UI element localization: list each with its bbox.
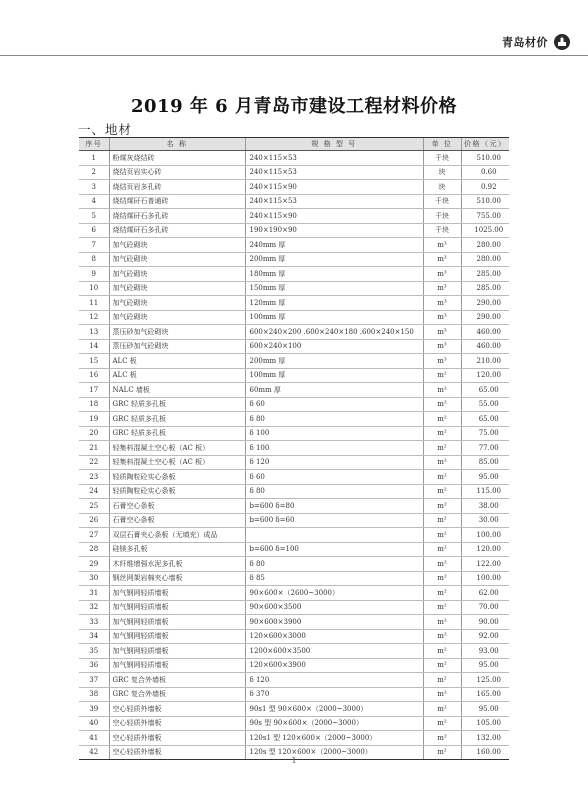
cell-unit: m² <box>423 557 461 572</box>
cell-no: 17 <box>79 383 109 398</box>
cell-unit: m² <box>423 644 461 659</box>
column-header-no: 序号 <box>79 138 109 151</box>
cell-spec: 240mm 厚 <box>245 238 423 253</box>
table-header-row <box>79 138 509 151</box>
table-row <box>79 571 509 586</box>
cell-price: 132.00 <box>461 731 509 746</box>
cell-no: 8 <box>79 252 109 267</box>
cell-name: 轻质陶粒砼实心条板 <box>109 470 245 485</box>
cell-price: 62.00 <box>461 586 509 601</box>
cell-no: 33 <box>79 615 109 630</box>
cell-no: 35 <box>79 644 109 659</box>
table-row <box>79 484 509 499</box>
cell-no: 3 <box>79 180 109 195</box>
cell-spec: 180mm 厚 <box>245 267 423 282</box>
cell-name: 烧结煤矸石普通砖 <box>109 194 245 209</box>
cell-no: 42 <box>79 745 109 760</box>
cell-unit: 千块 <box>423 209 461 224</box>
cell-no: 22 <box>79 455 109 470</box>
column-header-price: 价格（元） <box>461 138 509 151</box>
table-row <box>79 325 509 340</box>
cell-price: 1025.00 <box>461 223 509 238</box>
table-row <box>79 658 509 673</box>
price-table-container <box>79 137 509 760</box>
cell-no: 4 <box>79 194 109 209</box>
table-row <box>79 165 509 180</box>
cell-name: 空心轻质外墙板 <box>109 731 245 746</box>
cell-no: 14 <box>79 339 109 354</box>
cell-price: 755.00 <box>461 209 509 224</box>
cell-price: 100.00 <box>461 571 509 586</box>
cell-unit: m³ <box>423 252 461 267</box>
cell-unit: m³ <box>423 296 461 311</box>
table-row <box>79 470 509 485</box>
table-row <box>79 368 509 383</box>
cell-spec: b=600 δ=100 <box>245 542 423 557</box>
cell-unit: m² <box>423 731 461 746</box>
cell-no: 23 <box>79 470 109 485</box>
cell-unit: 千块 <box>423 151 461 166</box>
cell-name: 烧结煤矸石多孔砖 <box>109 209 245 224</box>
table-row <box>79 267 509 282</box>
cell-name: 钢丝网架岩棉夹心墙板 <box>109 571 245 586</box>
cell-price: 95.00 <box>461 702 509 717</box>
cell-price: 105.00 <box>461 716 509 731</box>
table-row <box>79 702 509 717</box>
cell-price: 0.60 <box>461 165 509 180</box>
table-row <box>79 673 509 688</box>
table-row <box>79 426 509 441</box>
cell-unit: m³ <box>423 325 461 340</box>
table-row <box>79 252 509 267</box>
table-row <box>79 383 509 398</box>
cell-no: 30 <box>79 571 109 586</box>
cell-spec: 240×115×53 <box>245 165 423 180</box>
cell-price: 280.00 <box>461 252 509 267</box>
city-building-logo-icon <box>554 34 570 50</box>
header-brand <box>502 34 570 50</box>
cell-name: 烧结页岩多孔砖 <box>109 180 245 195</box>
cell-unit: m³ <box>423 354 461 369</box>
cell-no: 21 <box>79 441 109 456</box>
cell-price: 120.00 <box>461 368 509 383</box>
table-row <box>79 180 509 195</box>
page-header <box>0 0 588 60</box>
cell-price: 460.00 <box>461 325 509 340</box>
cell-name: 双层石膏夹心条板（无填充）成品 <box>109 528 245 543</box>
cell-price: 65.00 <box>461 412 509 427</box>
table-row <box>79 209 509 224</box>
cell-price: 210.00 <box>461 354 509 369</box>
table-row <box>79 281 509 296</box>
cell-name: 加气砼砌块 <box>109 252 245 267</box>
cell-price: 122.00 <box>461 557 509 572</box>
cell-spec: 240×115×90 <box>245 180 423 195</box>
table-row <box>79 528 509 543</box>
cell-no: 32 <box>79 600 109 615</box>
cell-unit: m³ <box>423 281 461 296</box>
cell-unit: m² <box>423 426 461 441</box>
cell-no: 38 <box>79 687 109 702</box>
cell-price: 75.00 <box>461 426 509 441</box>
table-row <box>79 441 509 456</box>
cell-price: 95.00 <box>461 658 509 673</box>
cell-spec: 240×115×53 <box>245 151 423 166</box>
cell-spec: δ 60 <box>245 397 423 412</box>
cell-name: 加气钢网轻质墙板 <box>109 658 245 673</box>
cell-price: 120.00 <box>461 542 509 557</box>
cell-no: 26 <box>79 513 109 528</box>
cell-no: 24 <box>79 484 109 499</box>
cell-spec: 190×190×90 <box>245 223 423 238</box>
cell-no: 7 <box>79 238 109 253</box>
table-row <box>79 600 509 615</box>
cell-unit: m² <box>423 571 461 586</box>
cell-spec: δ 370 <box>245 687 423 702</box>
cell-no: 34 <box>79 629 109 644</box>
cell-name: 加气砼砌块 <box>109 281 245 296</box>
cell-spec: 100mm 厚 <box>245 310 423 325</box>
cell-name: ALC 板 <box>109 354 245 369</box>
cell-spec: δ 80 <box>245 484 423 499</box>
cell-spec: 120×600×3900 <box>245 658 423 673</box>
cell-spec: δ 100 <box>245 441 423 456</box>
cell-name: GRC 轻质多孔板 <box>109 397 245 412</box>
cell-unit: m² <box>423 658 461 673</box>
cell-price: 93.00 <box>461 644 509 659</box>
cell-price: 70.00 <box>461 600 509 615</box>
cell-price: 92.00 <box>461 629 509 644</box>
cell-spec: δ 80 <box>245 557 423 572</box>
cell-unit: m² <box>423 455 461 470</box>
cell-unit: 块 <box>423 165 461 180</box>
brand-name: 青岛材价 <box>502 36 548 49</box>
cell-no: 29 <box>79 557 109 572</box>
table-row <box>79 455 509 470</box>
table-row <box>79 731 509 746</box>
header-divider <box>0 55 588 56</box>
cell-spec: δ 60 <box>245 470 423 485</box>
cell-no: 5 <box>79 209 109 224</box>
cell-price: 38.00 <box>461 499 509 514</box>
cell-no: 12 <box>79 310 109 325</box>
cell-name: 空心轻质外墙板 <box>109 716 245 731</box>
cell-spec: 90×600×3900 <box>245 615 423 630</box>
cell-unit: m³ <box>423 310 461 325</box>
cell-name: 加气砼砌块 <box>109 310 245 325</box>
cell-no: 1 <box>79 151 109 166</box>
cell-unit: m³ <box>423 238 461 253</box>
cell-no: 19 <box>79 412 109 427</box>
table-row <box>79 354 509 369</box>
cell-unit: m² <box>423 615 461 630</box>
cell-spec: 150mm 厚 <box>245 281 423 296</box>
cell-price: 65.00 <box>461 383 509 398</box>
cell-unit: m² <box>423 586 461 601</box>
cell-spec: 1200×600×3500 <box>245 644 423 659</box>
cell-spec: 90s 型 90×600×（2000~3000） <box>245 716 423 731</box>
cell-unit: m² <box>423 441 461 456</box>
cell-unit: m² <box>423 716 461 731</box>
cell-name: 轻集料混凝土空心板（AC 板） <box>109 455 245 470</box>
cell-unit: m² <box>423 383 461 398</box>
cell-name: 空心轻质外墙板 <box>109 702 245 717</box>
cell-price: 95.00 <box>461 470 509 485</box>
cell-name: 蒸压砂加气砼砌块 <box>109 325 245 340</box>
cell-spec: 600×240×100 <box>245 339 423 354</box>
cell-name: 加气钢网轻质墙板 <box>109 586 245 601</box>
cell-price: 30.00 <box>461 513 509 528</box>
cell-name: 加气钢网轻质墙板 <box>109 600 245 615</box>
table-row <box>79 194 509 209</box>
cell-unit: 块 <box>423 180 461 195</box>
cell-spec: 200mm 厚 <box>245 354 423 369</box>
cell-price: 85.00 <box>461 455 509 470</box>
cell-name: 加气钢网轻质墙板 <box>109 644 245 659</box>
cell-price: 125.00 <box>461 673 509 688</box>
cell-spec: 60mm 厚 <box>245 383 423 398</box>
cell-unit: m² <box>423 702 461 717</box>
cell-unit: 千块 <box>423 223 461 238</box>
cell-spec: 120mm 厚 <box>245 296 423 311</box>
cell-name: GRC 轻质多孔板 <box>109 426 245 441</box>
table-row <box>79 397 509 412</box>
cell-spec: 240×115×53 <box>245 194 423 209</box>
cell-spec: 200mm 厚 <box>245 252 423 267</box>
cell-price: 160.00 <box>461 745 509 760</box>
section-title: 一、地材 <box>78 122 133 137</box>
cell-price: 280.00 <box>461 238 509 253</box>
cell-price: 55.00 <box>461 397 509 412</box>
table-row <box>79 557 509 572</box>
cell-spec: 90×600×3500 <box>245 600 423 615</box>
cell-no: 41 <box>79 731 109 746</box>
cell-spec: b=600 δ=60 <box>245 513 423 528</box>
cell-no: 39 <box>79 702 109 717</box>
cell-no: 36 <box>79 658 109 673</box>
cell-spec <box>245 528 423 543</box>
cell-name: 石膏空心条板 <box>109 513 245 528</box>
cell-no: 15 <box>79 354 109 369</box>
cell-no: 10 <box>79 281 109 296</box>
cell-spec: 120s 型 120×600×（2000~3000） <box>245 745 423 760</box>
page-title: 2019 年 6 月青岛市建设工程材料价格 <box>131 96 457 117</box>
cell-price: 165.00 <box>461 687 509 702</box>
cell-price: 77.00 <box>461 441 509 456</box>
cell-price: 510.00 <box>461 151 509 166</box>
cell-unit: m² <box>423 542 461 557</box>
cell-name: 粉煤灰烧结砖 <box>109 151 245 166</box>
cell-no: 9 <box>79 267 109 282</box>
cell-name: GRC 复合外墙板 <box>109 687 245 702</box>
cell-unit: m² <box>423 513 461 528</box>
cell-no: 18 <box>79 397 109 412</box>
cell-unit: m² <box>423 499 461 514</box>
cell-no: 16 <box>79 368 109 383</box>
cell-price: 290.00 <box>461 310 509 325</box>
cell-name: 加气砼砌块 <box>109 267 245 282</box>
table-row <box>79 310 509 325</box>
cell-name: 硅镁多孔板 <box>109 542 245 557</box>
cell-no: 28 <box>79 542 109 557</box>
table-row <box>79 586 509 601</box>
cell-name: NALC 墙板 <box>109 383 245 398</box>
price-table <box>79 137 509 760</box>
table-row <box>79 542 509 557</box>
cell-unit: m² <box>423 629 461 644</box>
cell-spec: δ 100 <box>245 426 423 441</box>
table-row <box>79 339 509 354</box>
column-header-unit: 单 位 <box>423 138 461 151</box>
table-row <box>79 296 509 311</box>
cell-no: 6 <box>79 223 109 238</box>
cell-price: 0.92 <box>461 180 509 195</box>
column-header-spec: 规 格 型 号 <box>245 138 423 151</box>
cell-spec: 120s1 型 120×600×（2000~3000） <box>245 731 423 746</box>
cell-price: 510.00 <box>461 194 509 209</box>
table-row <box>79 615 509 630</box>
cell-name: 加气钢网轻质墙板 <box>109 629 245 644</box>
cell-no: 20 <box>79 426 109 441</box>
table-row <box>79 513 509 528</box>
table-row <box>79 238 509 253</box>
cell-spec: 90×600×（2600~3000） <box>245 586 423 601</box>
cell-name: 加气砼砌块 <box>109 238 245 253</box>
cell-name: 加气钢网轻质墙板 <box>109 615 245 630</box>
table-row <box>79 629 509 644</box>
cell-no: 13 <box>79 325 109 340</box>
cell-name: 蒸压砂加气砼砌块 <box>109 339 245 354</box>
cell-unit: m² <box>423 600 461 615</box>
table-row <box>79 687 509 702</box>
cell-name: 木纤维增强水泥多孔板 <box>109 557 245 572</box>
table-row <box>79 223 509 238</box>
table-row <box>79 644 509 659</box>
cell-spec: δ 85 <box>245 571 423 586</box>
cell-name: ALC 板 <box>109 368 245 383</box>
cell-unit: m² <box>423 368 461 383</box>
table-row <box>79 499 509 514</box>
cell-name: 空心轻质外墙板 <box>109 745 245 760</box>
cell-name: 轻质陶粒砼实心条板 <box>109 484 245 499</box>
table-row <box>79 716 509 731</box>
cell-spec: b=600 δ=80 <box>245 499 423 514</box>
page-number: 1 <box>291 756 297 765</box>
cell-name: 烧结页岩实心砖 <box>109 165 245 180</box>
cell-unit: m³ <box>423 267 461 282</box>
cell-no: 27 <box>79 528 109 543</box>
cell-no: 40 <box>79 716 109 731</box>
cell-spec: 100mm 厚 <box>245 368 423 383</box>
cell-price: 90.00 <box>461 615 509 630</box>
table-body <box>79 151 509 760</box>
cell-name: 石膏空心条板 <box>109 499 245 514</box>
cell-price: 285.00 <box>461 281 509 296</box>
cell-spec: 90s1 型 90×600×（2000~3000） <box>245 702 423 717</box>
cell-price: 115.00 <box>461 484 509 499</box>
cell-spec: δ 120 <box>245 673 423 688</box>
cell-spec: δ 120 <box>245 455 423 470</box>
table-row <box>79 151 509 166</box>
cell-name: 烧结煤矸石多孔砖 <box>109 223 245 238</box>
cell-no: 25 <box>79 499 109 514</box>
cell-name: GRC 轻质多孔板 <box>109 412 245 427</box>
cell-price: 100.00 <box>461 528 509 543</box>
cell-price: 460.00 <box>461 339 509 354</box>
cell-spec: 600×240×200 .600×240×180 .600×240×150 <box>245 325 423 340</box>
cell-name: 轻集料混凝土空心板（AC 板） <box>109 441 245 456</box>
cell-unit: m² <box>423 470 461 485</box>
table-row <box>79 412 509 427</box>
column-header-name: 名 称 <box>109 138 245 151</box>
cell-unit: m³ <box>423 339 461 354</box>
cell-name: GRC 复合外墙板 <box>109 673 245 688</box>
cell-price: 290.00 <box>461 296 509 311</box>
cell-spec: δ 80 <box>245 412 423 427</box>
cell-unit: m² <box>423 397 461 412</box>
cell-no: 2 <box>79 165 109 180</box>
cell-no: 37 <box>79 673 109 688</box>
cell-unit: m² <box>423 412 461 427</box>
cell-unit: m² <box>423 745 461 760</box>
cell-name: 加气砼砌块 <box>109 296 245 311</box>
cell-unit: m² <box>423 673 461 688</box>
cell-spec: 240×115×90 <box>245 209 423 224</box>
cell-unit: 千块 <box>423 194 461 209</box>
cell-spec: 120×600×3000 <box>245 629 423 644</box>
cell-unit: m² <box>423 687 461 702</box>
cell-unit: m² <box>423 528 461 543</box>
cell-no: 31 <box>79 586 109 601</box>
cell-unit: m² <box>423 484 461 499</box>
cell-price: 285.00 <box>461 267 509 282</box>
cell-no: 11 <box>79 296 109 311</box>
